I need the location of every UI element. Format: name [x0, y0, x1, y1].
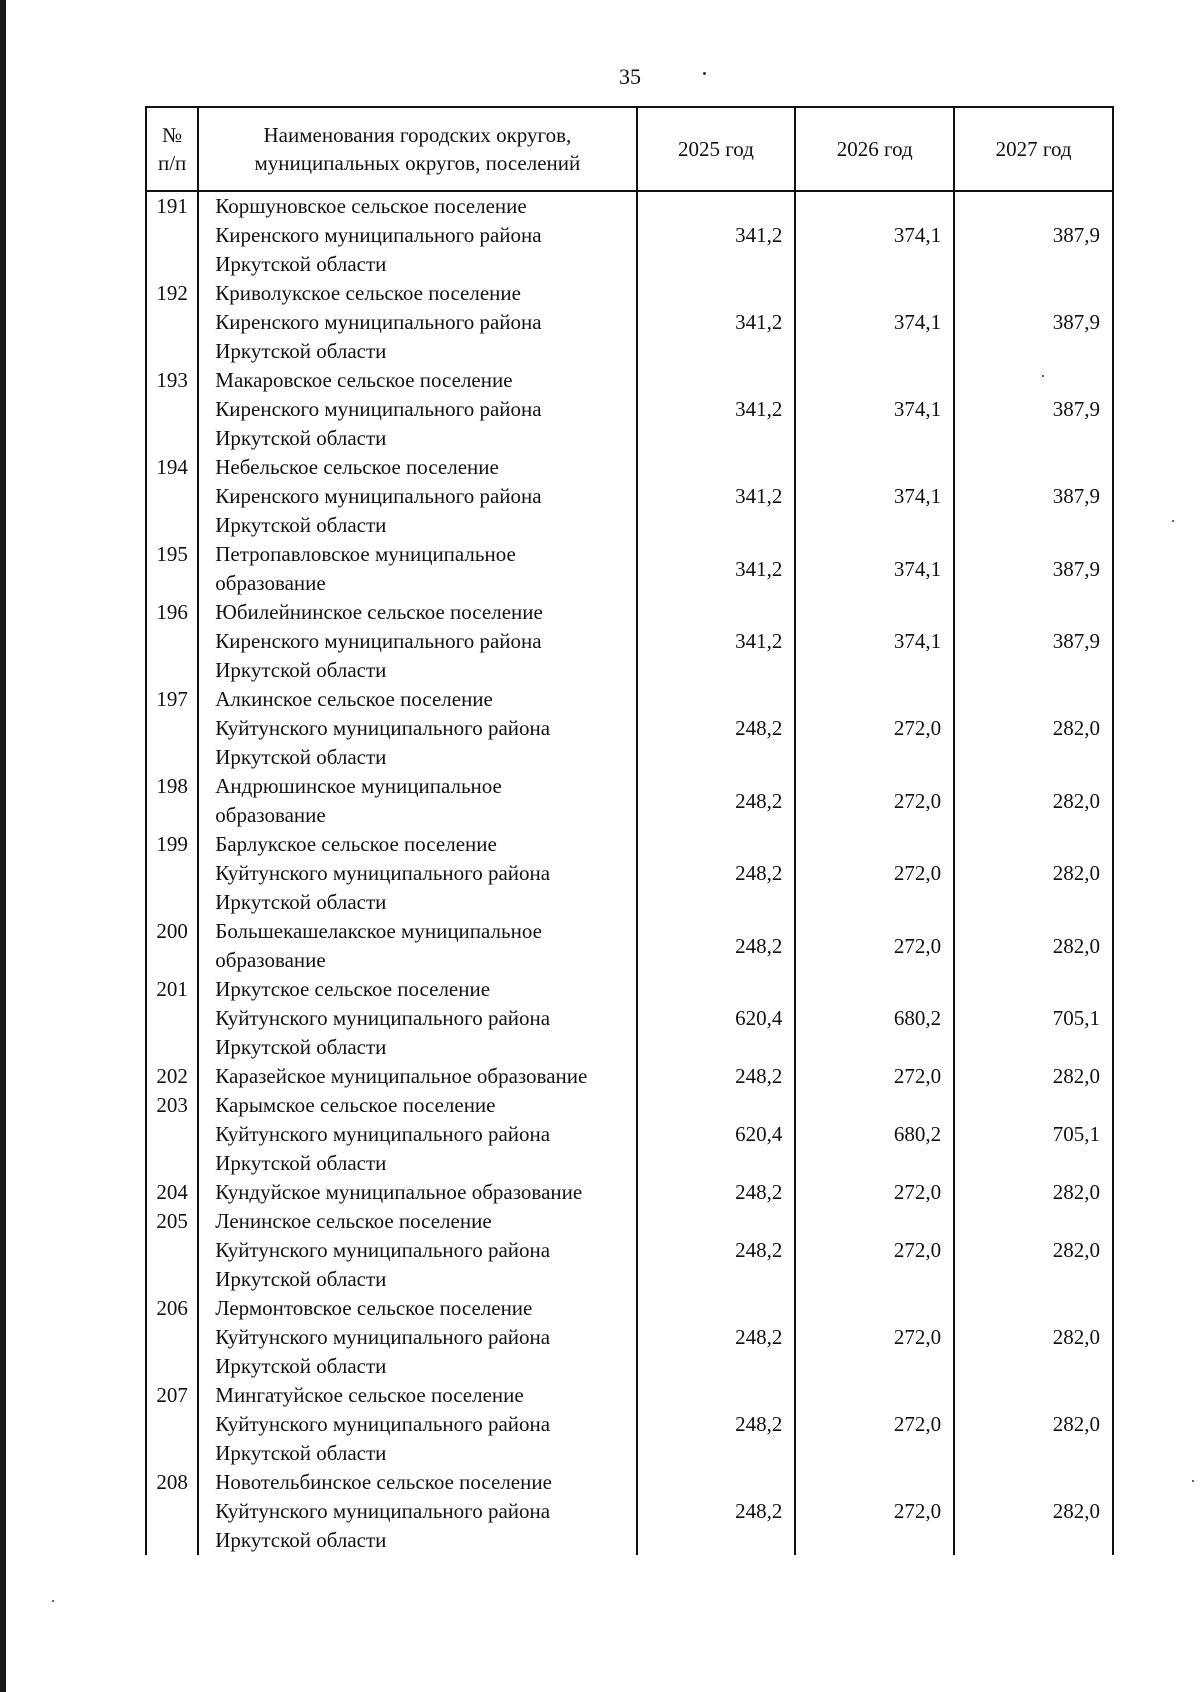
row-name: Иркутское сельское поселение Куйтунского муниципального района Иркутской области — [198, 975, 636, 1062]
row-value-2026: 272,0 — [795, 1381, 954, 1468]
row-number: 199 — [146, 830, 198, 917]
row-name: Петропавловское муниципальное образование — [198, 540, 636, 598]
table-row — [146, 279, 1113, 366]
row-value-2026: 374,1 — [795, 453, 954, 540]
row-value-2027: 705,1 — [954, 1091, 1113, 1178]
row-name: Мингатуйское сельское поселение Куйтунского муниципального района Иркутской области — [198, 1381, 636, 1468]
table-row — [146, 1294, 1113, 1381]
table-row — [146, 598, 1113, 685]
row-value-2027: 282,0 — [954, 1062, 1113, 1091]
row-name: Криволукское сельское поселение Киренского муниципального района Иркутской области — [198, 279, 636, 366]
row-value-2025: 620,4 — [637, 1091, 796, 1178]
scan-speck — [1192, 1480, 1194, 1482]
row-value-2027: 282,0 — [954, 1207, 1113, 1294]
row-number: 196 — [146, 598, 198, 685]
table-row — [146, 1381, 1113, 1468]
row-value-2027: 705,1 — [954, 975, 1113, 1062]
row-name: Ленинское сельское поселение Куйтунского муниципального района Иркутской области — [198, 1207, 636, 1294]
row-value-2027: 282,0 — [954, 1381, 1113, 1468]
row-value-2025: 620,4 — [637, 975, 796, 1062]
row-value-2025: 341,2 — [637, 598, 796, 685]
row-value-2026: 680,2 — [795, 975, 954, 1062]
row-number: 193 — [146, 366, 198, 453]
row-name: Барлукское сельское поселение Куйтунского муниципального района Иркутской области — [198, 830, 636, 917]
row-value-2025: 248,2 — [637, 1207, 796, 1294]
table-row — [146, 1178, 1113, 1207]
row-number: 191 — [146, 191, 198, 279]
row-number: 201 — [146, 975, 198, 1062]
row-value-2027: 282,0 — [954, 1294, 1113, 1381]
header-2025: 2025 год — [637, 107, 796, 191]
row-number: 198 — [146, 772, 198, 830]
row-value-2025: 341,2 — [637, 279, 796, 366]
row-value-2027: 387,9 — [954, 598, 1113, 685]
header-name: Наименования городских округов, муниципальных округов, поселений — [198, 107, 636, 191]
scan-speck — [1172, 520, 1174, 522]
row-number: 202 — [146, 1062, 198, 1091]
row-name: Каразейское муниципальное образование — [198, 1062, 636, 1091]
table-row — [146, 975, 1113, 1062]
header-row — [146, 107, 1113, 191]
scan-edge — [0, 0, 6, 1692]
row-value-2026: 374,1 — [795, 279, 954, 366]
row-name: Макаровское сельское поселение Киренского муниципального района Иркутской области — [198, 366, 636, 453]
row-name: Новотельбинское сельское поселение Куйтунского муниципального района Иркутской области — [198, 1468, 636, 1555]
row-value-2025: 248,2 — [637, 1178, 796, 1207]
row-value-2026: 272,0 — [795, 685, 954, 772]
page-number: 35 — [619, 64, 641, 89]
row-value-2027: 387,9 — [954, 540, 1113, 598]
row-name: Лермонтовское сельское поселение Куйтунского муниципального района Иркутской области — [198, 1294, 636, 1381]
row-value-2027: 282,0 — [954, 917, 1113, 975]
row-number: 205 — [146, 1207, 198, 1294]
row-value-2025: 341,2 — [637, 366, 796, 453]
row-value-2026: 272,0 — [795, 1294, 954, 1381]
row-number: 200 — [146, 917, 198, 975]
row-value-2025: 248,2 — [637, 685, 796, 772]
table-row — [146, 540, 1113, 598]
table-row — [146, 917, 1113, 975]
header-2027: 2027 год — [954, 107, 1113, 191]
row-value-2025: 248,2 — [637, 1294, 796, 1381]
row-value-2027: 282,0 — [954, 1178, 1113, 1207]
row-value-2025: 248,2 — [637, 1468, 796, 1555]
row-value-2027: 387,9 — [954, 279, 1113, 366]
row-value-2025: 248,2 — [637, 1062, 796, 1091]
row-name: Небельское сельское поселение Киренского муниципального района Иркутской области — [198, 453, 636, 540]
table-row — [146, 685, 1113, 772]
row-value-2026: 272,0 — [795, 1178, 954, 1207]
table-row — [146, 453, 1113, 540]
row-value-2026: 374,1 — [795, 540, 954, 598]
row-name: Андрюшинское муниципальное образование — [198, 772, 636, 830]
row-value-2027: 387,9 — [954, 453, 1113, 540]
table-row — [146, 772, 1113, 830]
row-number: 206 — [146, 1294, 198, 1381]
row-value-2026: 680,2 — [795, 1091, 954, 1178]
row-value-2026: 374,1 — [795, 598, 954, 685]
row-value-2027: 282,0 — [954, 772, 1113, 830]
table-row — [146, 830, 1113, 917]
table-row — [146, 1091, 1113, 1178]
row-name: Алкинское сельское поселение Куйтунского муниципального района Иркутской области — [198, 685, 636, 772]
row-number: 192 — [146, 279, 198, 366]
row-value-2025: 341,2 — [637, 453, 796, 540]
row-name: Большекашелакское муниципальное образование — [198, 917, 636, 975]
row-name: Коршуновское сельское поселение Киренского муниципального района Иркутской области — [198, 191, 636, 279]
header-2026: 2026 год — [795, 107, 954, 191]
row-value-2027: 387,9 — [954, 366, 1113, 453]
row-number: 195 — [146, 540, 198, 598]
table-row — [146, 1468, 1113, 1555]
table-row — [146, 1062, 1113, 1091]
scan-speck — [52, 1600, 54, 1602]
table-body — [146, 191, 1113, 1555]
row-number: 204 — [146, 1178, 198, 1207]
row-number: 203 — [146, 1091, 198, 1178]
row-value-2027: 387,9 — [954, 191, 1113, 279]
row-number: 208 — [146, 1468, 198, 1555]
row-value-2025: 248,2 — [637, 830, 796, 917]
table-row — [146, 191, 1113, 279]
row-number: 197 — [146, 685, 198, 772]
header-num: № п/п — [146, 107, 198, 191]
row-value-2026: 374,1 — [795, 366, 954, 453]
row-name: Карымское сельское поселение Куйтунского муниципального района Иркутской области — [198, 1091, 636, 1178]
row-value-2025: 341,2 — [637, 540, 796, 598]
row-value-2025: 248,2 — [637, 917, 796, 975]
row-value-2026: 272,0 — [795, 772, 954, 830]
row-value-2027: 282,0 — [954, 685, 1113, 772]
row-value-2025: 248,2 — [637, 1381, 796, 1468]
row-value-2026: 272,0 — [795, 1207, 954, 1294]
budget-table — [145, 106, 1114, 1555]
row-value-2025: 248,2 — [637, 772, 796, 830]
scan-speck — [703, 72, 706, 75]
row-value-2026: 272,0 — [795, 1468, 954, 1555]
row-value-2026: 272,0 — [795, 917, 954, 975]
row-value-2026: 272,0 — [795, 830, 954, 917]
row-number: 194 — [146, 453, 198, 540]
row-value-2025: 341,2 — [637, 191, 796, 279]
row-value-2026: 272,0 — [795, 1062, 954, 1091]
row-name: Кундуйское муниципальное образование — [198, 1178, 636, 1207]
table-row — [146, 366, 1113, 453]
row-value-2026: 374,1 — [795, 191, 954, 279]
row-number: 207 — [146, 1381, 198, 1468]
row-name: Юбилейнинское сельское поселение Киренского муниципального района Иркутской области — [198, 598, 636, 685]
table-row — [146, 1207, 1113, 1294]
row-value-2027: 282,0 — [954, 830, 1113, 917]
scan-speck — [1042, 375, 1044, 377]
row-value-2027: 282,0 — [954, 1468, 1113, 1555]
